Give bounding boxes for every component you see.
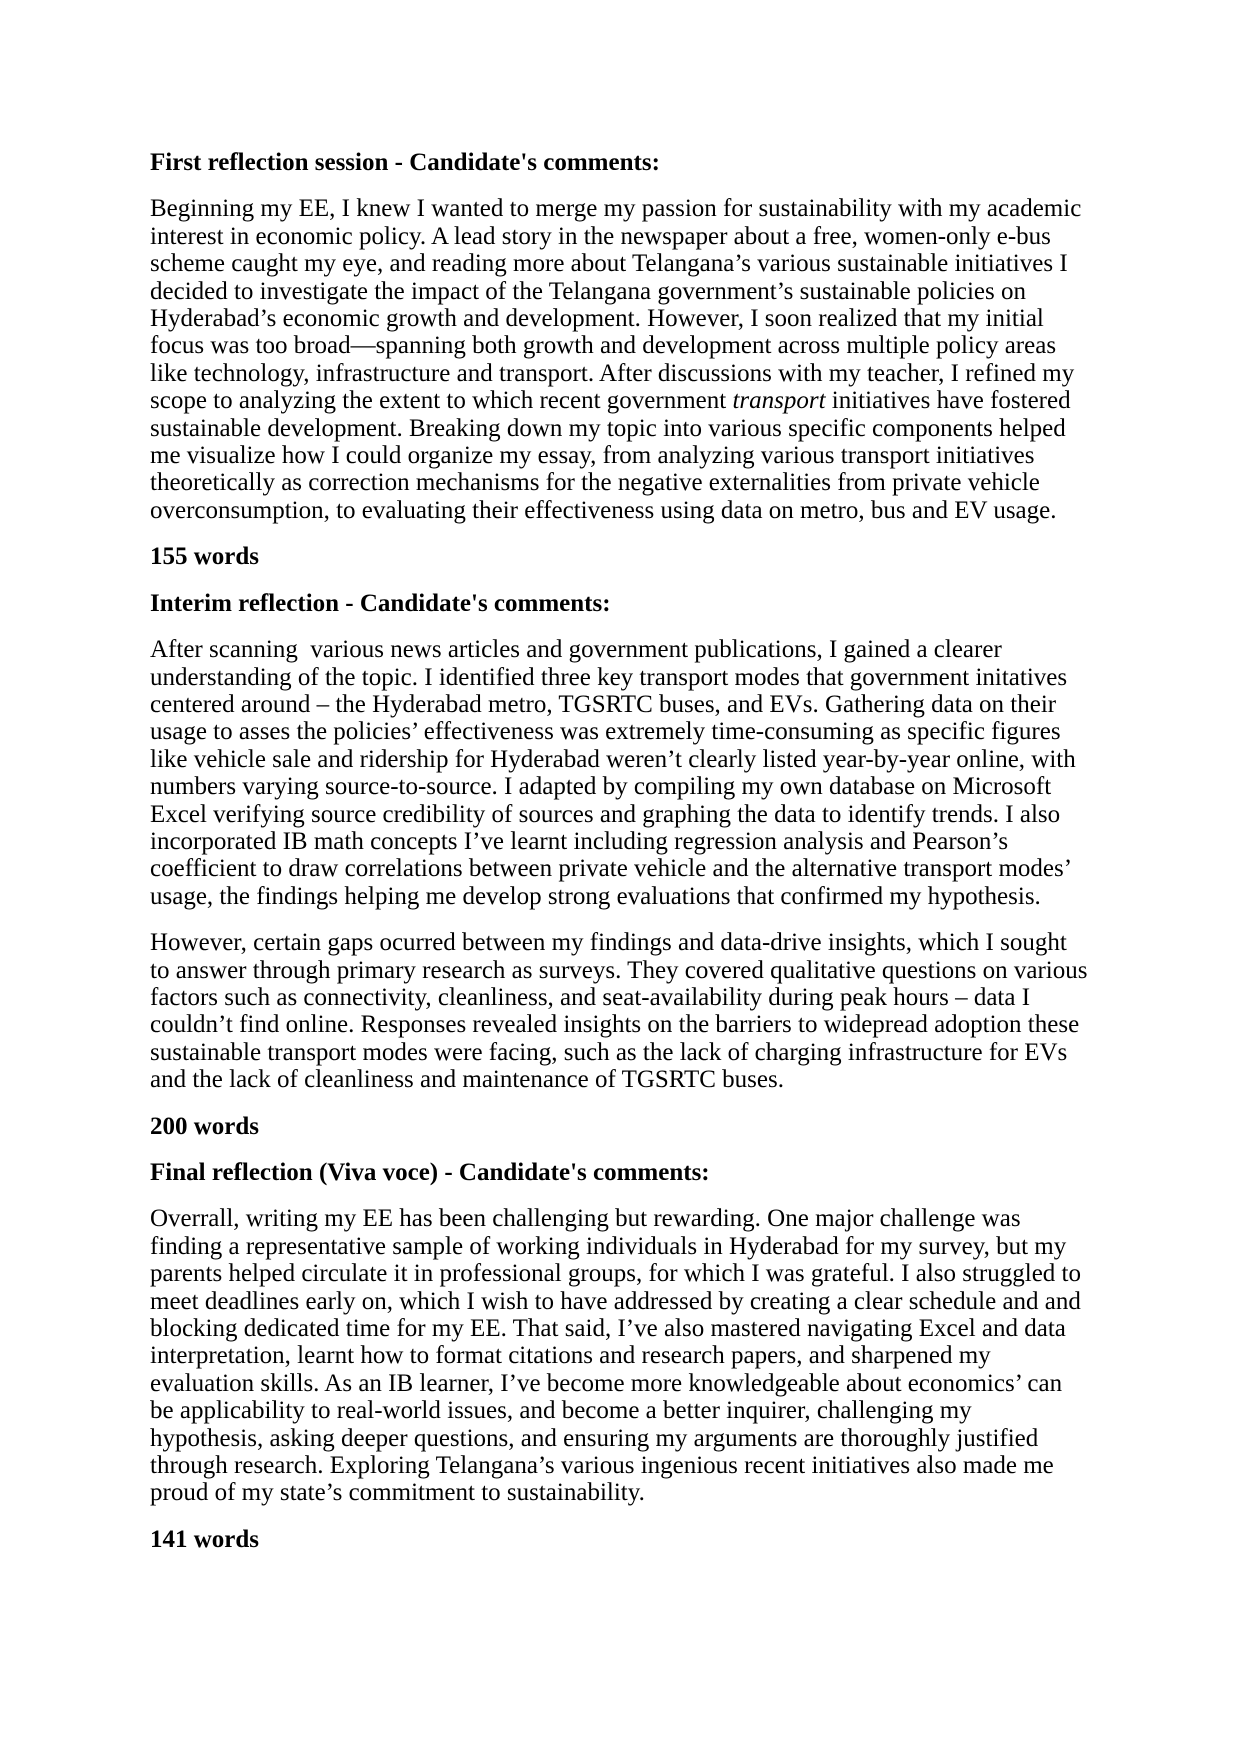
first-reflection-paragraph — [150, 195, 1090, 524]
interim-reflection-paragraph-1: After scanning various news articles and government publications, I gained a clearer understanding of the topic. I identified three key transport modes that government initatives centered around – the Hyderabad metro, TGSRTC buses, and EVs. Gathering data on their usage to asses the policies’ effectiveness was extremely time-consuming as specific figures like vehicle sale and ridership for Hyderabad weren’t clearly listed year-by-year online, with numbers varying source-to-source. I adapted by compiling my own database on Microsoft Excel verifying source credibility of sources and graphing the data to identify trends. I also incorporated IB math concepts I’ve learnt including regression analysis and Pearson’s coefficient to draw correlations between private vehicle and the alternative transport modes’ usage, the findings helping me develop strong evaluations that confirmed my hypothesis. — [150, 636, 1082, 910]
first-reflection-word-count: 155 words — [150, 543, 260, 571]
final-reflection-paragraph: Overrall, writing my EE has been challenging but rewarding. One major challenge was finding a representative sample of working individuals in Hyderabad for my survey, but my parents helped circulate it in professional groups, for which I was grateful. I also struggled to meet deadlines early on, which I wish to have addressed by creating a clear schedule and and blocking dedicated time for my EE. That said, I’ve also mastered navigating Excel and data interpretation, learnt how to format citations and research papers, and sharpened my evaluation skills. As an IB learner, I’ve become more knowledgeable about economics’ can be applicability to real-world issues, and become a better inquirer, challenging my hypothesis, asking deeper questions, and ensuring my arguments are thoroughly justified through research. Exploring Telangana’s various ingenious recent initiatives also made me proud of my state’s commitment to sustainability. — [150, 1205, 1088, 1507]
first-reflection-text-before-italic: Beginning my EE, I knew I wanted to merge my passion for sustainability with my academic interest in economic policy. A lead story in the newspaper about a free, women-only e-bus scheme caught my eye, and reading more about Telangana’s various sustainable initiatives I decided to investigate the impact of the Telangana government’s sustainable policies on Hyderabad’s economic growth and development. However, I soon realized that my initial focus was too broad—spanning both growth and development across multiple policy areas like technology, infrastructure and transport. After discussions with my teacher, I refined my scope to analyzing the extent to which recent government — [150, 195, 1088, 415]
italic-term-transport: transport — [732, 387, 826, 415]
interim-reflection-heading: Interim reflection - Candidate's comments: — [150, 589, 611, 617]
final-reflection-word-count: 141 words — [150, 1525, 260, 1553]
first-reflection-text-after-italic: initiatives have fostered sustainable development. Breaking down my topic into various specific components helped me visualize how I could organize my essay, from analyzing various transport initiatives theoretically as correction mechanisms for the negative externalities from private vehicle overconsumption, to evaluating their effectiveness using data on metro, bus and EV usage. — [150, 387, 1077, 524]
interim-reflection-paragraph-2: However, certain gaps ocurred between my findings and data-drive insights, which I sought to answer through primary research as surveys. They covered qualitative questions on various factors such as connectivity, cleanliness, and seat-availability during peak hours – data I couldn’t find online. Responses revealed insights on the barriers to widepread adoption these sustainable transport modes were facing, such as the lack of charging infrastructure for EVs and the lack of cleanliness and maintenance of TGSRTC buses. — [150, 929, 1094, 1094]
interim-reflection-word-count: 200 words — [150, 1112, 260, 1140]
first-reflection-heading: First reflection session - Candidate's comments: — [150, 149, 660, 176]
final-reflection-heading: Final reflection (Viva voce) - Candidate's comments: — [150, 1159, 710, 1186]
